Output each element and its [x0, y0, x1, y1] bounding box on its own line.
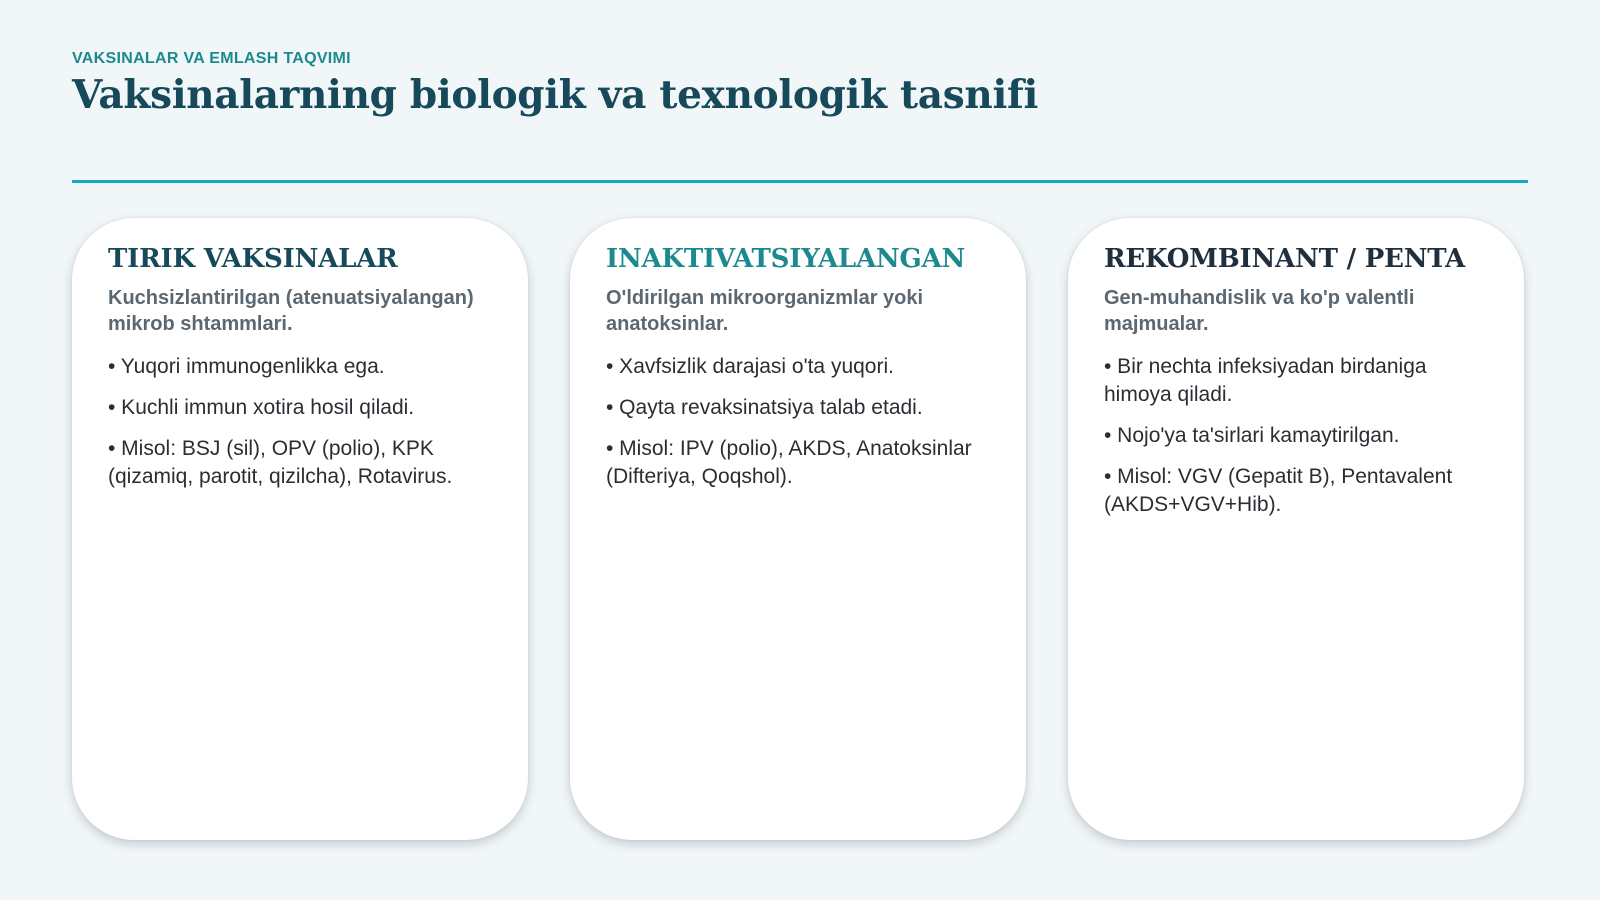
list-item: • Misol: BSJ (sil), OPV (polio), KPK (qizamiq, parotit, qizilcha), Rotavirus. [108, 437, 453, 489]
list-item: • Qayta revaksinatsiya talab etadi. [606, 396, 923, 420]
page-title: Vaksinalarning biologik va texnologik tasnifi [72, 72, 1038, 118]
list-item: • Kuchli immun xotira hosil qiladi. [108, 396, 415, 420]
card-inactivated-vaccines [570, 218, 1026, 840]
card-subtitle: O'ldirilgan mikroorganizmlar yoki anatoksinlar. [606, 287, 924, 336]
section-kicker: VAKSINALAR VA EMLASH TAQVIMI [72, 50, 351, 67]
list-item: • Xavfsizlik darajasi o'ta yuqori. [606, 355, 894, 379]
list-item: • Yuqori immunogenlikka ega. [108, 355, 385, 379]
list-item: • Misol: IPV (polio), AKDS, Anatoksinlar (Difteriya, Qoqshol). [606, 437, 972, 489]
card-title: TIRIK VAKSINALAR [108, 244, 398, 274]
card-subtitle: Gen-muhandislik va ko'p valentli majmualar. [1104, 287, 1415, 336]
card-live-vaccines [72, 218, 528, 840]
cards-row [72, 218, 1528, 840]
bullet-list [108, 353, 496, 491]
header-divider [72, 180, 1528, 183]
card-title: REKOMBINANT / PENTA [1104, 244, 1465, 274]
card-subtitle: Kuchsizlantirilgan (atenuatsiyalangan) mikrob shtammlari. [108, 287, 474, 336]
list-item: • Misol: VGV (Gepatit B), Pentavalent (AKDS+VGV+Hib). [1104, 465, 1453, 517]
bullet-list [606, 353, 994, 491]
list-item: • Nojo'ya ta'sirlari kamaytirilgan. [1104, 424, 1400, 448]
list-item: • Bir nechta infeksiyadan birdaniga himoya qiladi. [1104, 355, 1427, 407]
bullet-list [1104, 353, 1492, 519]
card-recombinant-vaccines [1068, 218, 1524, 840]
card-title: INAKTIVATSIYALANGAN [606, 244, 966, 274]
